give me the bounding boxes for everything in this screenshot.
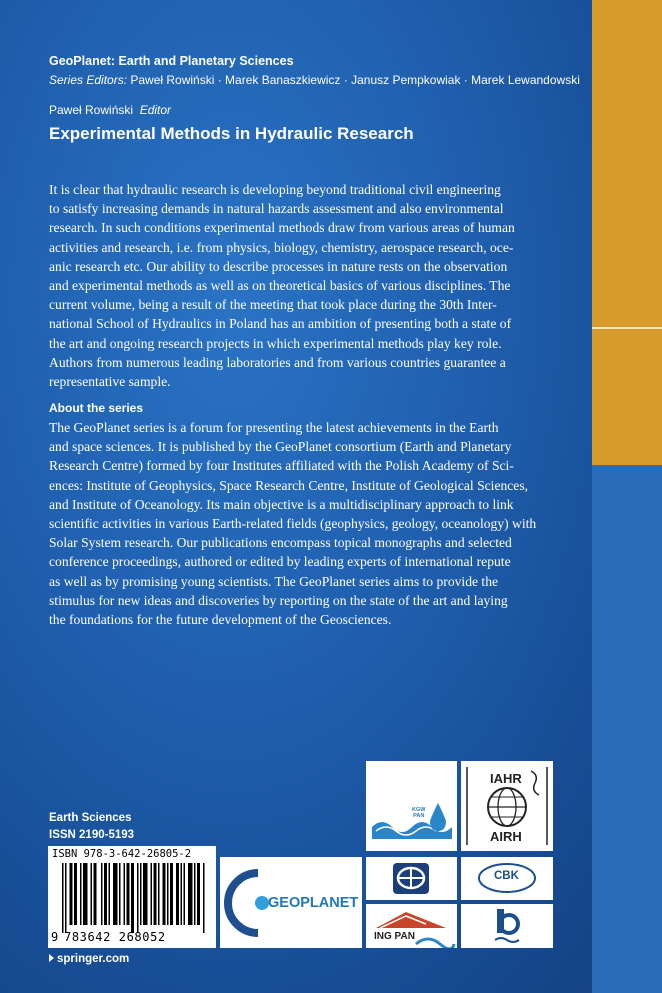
series-editors — [49, 73, 580, 87]
barcode-bar — [184, 863, 186, 925]
book-title: Experimental Methods in Hydraulic Research — [49, 124, 414, 143]
iahr-top-label: IAHR — [490, 771, 522, 786]
barcode-first-digit: 9 — [51, 930, 59, 944]
barcode-bar — [176, 863, 178, 925]
barcode-bar — [146, 863, 148, 925]
barcode-bar — [116, 863, 118, 925]
book-editor-name: Paweł Rowiński — [49, 103, 134, 117]
book-editor-role: Editor — [139, 103, 172, 117]
barcode-bar — [137, 863, 139, 933]
barcode-bar — [154, 863, 156, 925]
description-line: the art and ongoing research projects in which experimental methods play key role. — [49, 335, 502, 351]
barcode-bar — [94, 863, 96, 925]
about-line: scientific activities in various Earth-related fields (geophysics, geology, oceanology) with — [49, 516, 537, 532]
iahr-airh-logo — [461, 761, 553, 851]
book-editor — [49, 103, 171, 117]
description-line: research. In such conditions experimental methods draw from various areas of human — [49, 220, 515, 236]
barcode-bar — [95, 863, 97, 925]
barcode-bar — [71, 863, 73, 925]
barcode-bar — [113, 863, 115, 925]
description-line: anic research etc. Our ability to describe processes in nature rests on the observation — [49, 258, 508, 274]
barcode-bar — [199, 863, 201, 925]
ig-emblem-icon — [366, 857, 457, 900]
barcode-bar — [74, 863, 76, 925]
barcode-bar — [194, 863, 196, 925]
barcode-bar — [128, 863, 130, 925]
about-line: conference proceedings, authored or edited by leading experts of international repute — [49, 554, 511, 570]
subject-label: Earth Sciences — [49, 812, 132, 824]
barcode-bar — [170, 863, 172, 925]
iahr-bottom-label: AIRH — [490, 829, 522, 844]
barcode-bar — [151, 863, 153, 925]
kgw-label-line-2: PAN — [413, 813, 425, 819]
about-line: and Institute of Oceanology. Its main objective is a multidisciplinary approach to link — [49, 496, 514, 512]
kgw-label-line-1: KGW — [412, 807, 426, 813]
barcode-digits: 783642 268052 — [64, 930, 166, 944]
barcode-bar — [188, 863, 190, 925]
description-line: current volume, being a result of the meeting that took place during the 30th Inter- — [49, 297, 497, 313]
barcode-bar — [109, 863, 111, 925]
io-emblem-icon — [461, 904, 553, 948]
barcode-bar — [119, 863, 121, 925]
barcode-bar — [76, 863, 78, 925]
cbk-text: CBK — [494, 870, 519, 882]
isbn-text: ISBN 978-3-642-26805-2 — [52, 848, 192, 860]
barcode-bar — [91, 863, 93, 925]
barcode-bar — [106, 863, 108, 925]
description-line: and experimental methods as well as on theoretical basics of various disciplines. The — [49, 278, 511, 294]
barcode-bar — [191, 863, 193, 925]
ingpan-text: ING PAN — [374, 931, 415, 942]
barcode-bar — [155, 863, 157, 925]
barcode-bar — [172, 863, 174, 925]
barcode-bar — [85, 863, 87, 925]
about-line: The GeoPlanet series is a forum for presenting the latest achievements in the Earth — [49, 420, 499, 435]
barcode-bar — [104, 863, 106, 925]
about-line: Research Centre) formed by four Institutes affiliated with the Polish Academy of Sci- — [49, 458, 514, 474]
barcode-bar — [101, 863, 103, 925]
book-description — [49, 180, 569, 391]
geoplanet-text: GEOPLANET — [268, 895, 359, 911]
barcode-bar — [140, 863, 142, 925]
side-stripe-gold — [592, 0, 662, 465]
geoplanet-logo — [220, 857, 362, 948]
description-line: activities and research, i.e. from physics, biology, chemistry, aerospace research, oce- — [49, 239, 514, 255]
barcode-bar — [131, 863, 133, 933]
description-line: to satisfy increasing demands in natural hazards assessment and also environmental — [49, 201, 504, 217]
barcode-bar — [167, 863, 169, 925]
barcode-bar — [145, 863, 147, 925]
barcode-bar — [65, 863, 67, 933]
side-stripe-line — [592, 327, 662, 329]
barcode-bar — [181, 863, 183, 925]
cbk-pan-logo — [461, 857, 553, 900]
barcode-bar — [190, 863, 192, 925]
description-line: It is clear that hydraulic research is developing beyond traditional civil engineering — [49, 182, 501, 197]
about-line: Solar System research. Our publications encompass topical monographs and selected — [49, 535, 512, 551]
ing-pan-logo — [366, 904, 457, 948]
description-line: national School of Hydraulics in Poland has an ambition of presenting both a state of — [49, 316, 512, 332]
barcode-bar — [86, 863, 88, 925]
about-series-heading: About the series — [49, 401, 144, 415]
ig-pan-logo — [366, 857, 457, 900]
barcode-bar — [133, 863, 135, 933]
about-line: stimulus for new ideas and discoveries by reporting on the state of the art and laying — [49, 592, 508, 608]
barcode-bar — [83, 863, 85, 925]
about-series-text — [49, 418, 569, 629]
barcode-bar — [80, 863, 82, 925]
barcode-bar — [197, 863, 199, 925]
about-line: as well as by promising young scientists. The GeoPlanet series aims to provide the — [49, 573, 499, 589]
barcode-bar — [124, 863, 126, 925]
barcode-bar — [143, 863, 145, 925]
description-line: representative sample. — [49, 374, 171, 390]
kgw-pan-logo — [366, 761, 457, 851]
barcode-bar — [163, 863, 165, 925]
barcode-bar — [178, 863, 180, 925]
side-stripe — [592, 0, 662, 993]
series-editors-label: Series Editors: — [49, 73, 128, 87]
about-line: ences: Institute of Geophysics, Space Research Centre, Institute of Geological Sciences, — [49, 477, 529, 493]
barcode-bar — [115, 863, 117, 925]
issn-label: ISSN 2190-5193 — [49, 829, 135, 841]
publisher-link[interactable] — [49, 953, 129, 965]
kgw-label — [412, 807, 425, 819]
description-line: Authors from numerous leading laboratories and from various countries guarantee a — [49, 354, 506, 370]
about-line: and space sciences. It is published by the GeoPlanet consortium (Earth and Planetary — [49, 439, 512, 455]
about-line: the foundations for the future development of the Geosciences. — [49, 612, 392, 628]
barcode-bars — [62, 863, 212, 933]
publisher-link-text[interactable]: springer.com — [57, 953, 130, 965]
water-wave-icon — [366, 761, 457, 851]
barcode-bar — [164, 863, 166, 925]
barcode-bar — [158, 863, 160, 925]
barcode-bar — [203, 863, 205, 933]
arrow-right-icon — [49, 954, 54, 962]
io-pan-logo — [461, 904, 553, 948]
isbn-barcode — [48, 846, 216, 948]
series-editors-names: Paweł Rowiński · Marek Banaszkiewicz · Janusz Pempkowiak · Marek Lewandowski — [127, 73, 580, 87]
barcode-bar — [70, 863, 72, 925]
barcode-bar — [127, 863, 129, 925]
series-title: GeoPlanet: Earth and Planetary Sciences — [49, 54, 294, 68]
barcode-bar — [62, 863, 64, 933]
